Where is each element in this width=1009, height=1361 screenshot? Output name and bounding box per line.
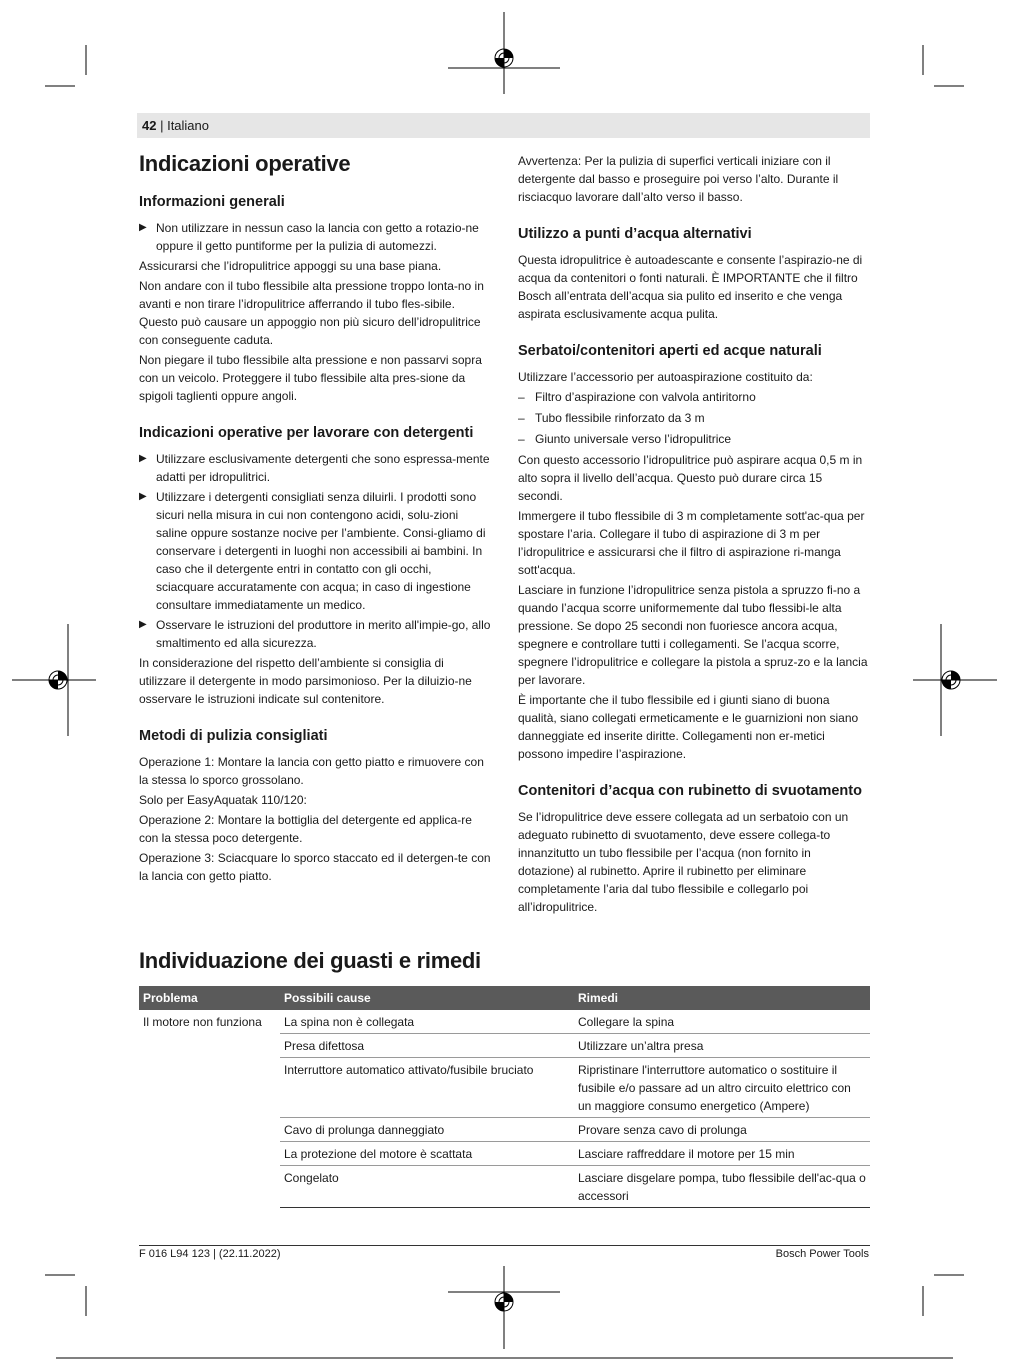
footer-doc-id: F 016 L94 123 | (22.11.2022) [139, 1248, 281, 1260]
footer-divider [139, 1245, 870, 1246]
column-header-problem: Problema [139, 986, 280, 1010]
general-paragraph-2: Non andare con il tubo flessibile alta pressione troppo lonta-no in avanti e non tirare l’idropulitrice afferrando il tubo fles-sibile. Questo può causare un appoggio non più sicuro dell’idropulitrice con conseguente caduta. [139, 279, 484, 347]
general-paragraph-1: Assicurarsi che l’idropulitrice appoggi su una base piana. [139, 259, 442, 273]
tap-paragraph: Se l’idropulitrice deve essere collegata ad un serbatoio con un adeguato rubinetto di svuotamento, deve essere collega-to innanzitutto un tubo flessibile per l’acqua (non fornito in dotazione) al rubinetto. Aprire il rubinetto per eliminare completamente l’aria dal tubo flessibile e collegarlo poi all’idropulitrice. [518, 810, 849, 914]
table-row [139, 1010, 870, 1034]
tanks-dash-1: – Filtro d’aspirazione con valvola antiritorno [518, 388, 870, 406]
tanks-paragraph-4: È importante che il tubo flessibile ed i giunti siano di buona qualità, siano collegati ermeticamente e le guarnizioni non siano danneggiate ed inserite diritte. Collegamenti non er-metici possono impedire l’aspirazione. [518, 693, 859, 761]
remedy-cell: Lasciare raffreddare il motore per 15 min [574, 1142, 870, 1166]
tanks-paragraph-2: Immergere il tubo flessibile di 3 m completamente sott'ac-qua per spostare l’aria. Collegare il tubo di aspirazione di 3 m per l’idropulitrice e assicurarsi che il filtro di aspirazione ri-manga sott'acqua. [518, 509, 865, 577]
general-bullet-1: ▶ Non utilizzare in nessun caso la lancia con getto a rotazio-ne oppure il getto puntiforme per la pulizia di automezzi. [139, 219, 491, 255]
cause-cell: Presa difettosa [280, 1034, 574, 1058]
methods-paragraph-3: Operazione 2: Montare la bottiglia del detergente ed applica-re con la stessa poco detergente. [139, 813, 472, 845]
heading-alternative-water: Utilizzo a punti d’acqua alternativi [518, 226, 752, 242]
column-header-causes: Possibili cause [280, 986, 574, 1010]
tanks-paragraph-1: Con questo accessorio l’idropulitrice può aspirare acqua 0,5 m in alto sopra il livello dell’acqua. Questo può durare circa 15 secondi. [518, 453, 863, 503]
cause-cell: Congelato [280, 1166, 574, 1208]
troubleshooting-table [139, 986, 870, 1208]
page-number: 42 [142, 118, 157, 133]
methods-paragraph-1: Operazione 1: Montare la lancia con getto piatto e rimuovere con la stessa lo sporco grossolano. [139, 755, 484, 787]
alt-water-paragraph: Questa idropulitrice è autoadescante e consente l’aspirazio-ne di acqua da contenitori o fonti naturali. È IMPORTANTE che il filtro Bosch all’entrata dell’acqua sia pulito ed inserito e che venga aspirata esclusivamente acqua pulita. [518, 253, 863, 321]
section-title-troubleshooting: Individuazione dei guasti e rimedi [139, 948, 481, 973]
page-header: 42 | Italiano [137, 113, 870, 138]
language-label: Italiano [167, 118, 209, 133]
left-column [139, 150, 491, 887]
right-column [518, 152, 870, 918]
detergents-paragraph-1: In considerazione del rispetto dell’ambiente si consiglia di utilizzare il detergente in modo parsimonioso. Per la diluizio-ne osservare le istruzioni indicate sul contenitore. [139, 656, 472, 706]
tanks-intro: Utilizzare l’accessorio per autoaspirazione costituito da: [518, 370, 813, 384]
cause-cell: Interruttore automatico attivato/fusibile bruciato [280, 1058, 574, 1118]
detergents-bullet-3: ▶ Osservare le istruzioni del produttore in merito all'impie-go, allo smaltimento ed alla sicurezza. [139, 616, 491, 652]
methods-paragraph-4: Operazione 3: Sciacquare lo sporco staccato ed il detergen-te con la lancia con getto piatto. [139, 851, 491, 883]
heading-detergents: Indicazioni operative per lavorare con detergenti [139, 425, 474, 441]
tanks-dash-2: – Tubo flessibile rinforzato da 3 m [518, 409, 870, 427]
cause-cell: Cavo di prolunga danneggiato [280, 1118, 574, 1142]
cause-cell: La spina non è collegata [280, 1010, 574, 1034]
remedy-cell: Ripristinare l'interruttore automatico o sostituire il fusibile e/o passare ad un altro circuito elettrico con un maggiore consumo energetico (Ampere) [574, 1058, 870, 1118]
problem-cell: Il motore non funziona [143, 1015, 262, 1029]
general-paragraph-3: Non piegare il tubo flessibile alta pressione e non passarvi sopra con un veicolo. Proteggere il tubo flessibile alta pres-sione da spigoli taglienti oppure angoli. [139, 353, 482, 403]
cause-cell: La protezione del motore è scattata [280, 1142, 574, 1166]
column-header-remedies: Rimedi [574, 986, 870, 1010]
remedy-cell: Utilizzare un’altra presa [574, 1034, 870, 1058]
table-header-row [139, 986, 870, 1010]
methods-paragraph-2: Solo per EasyAquatak 110/120: [139, 793, 307, 807]
heading-cleaning-methods: Metodi di pulizia consigliati [139, 728, 328, 744]
remedy-cell: Provare senza cavo di prolunga [574, 1118, 870, 1142]
heading-tap-containers: Contenitori d’acqua con rubinetto di svuotamento [518, 783, 862, 799]
warning-paragraph: Avvertenza: Per la pulizia di superfici verticali iniziare con il detergente dal basso e proseguire poi verso l’alto. Durante il risciacquo lavorare dall’alto verso il basso. [518, 154, 839, 204]
tanks-dash-3: – Giunto universale verso l’idropulitrice [518, 430, 870, 448]
remedy-cell: Lasciare disgelare pompa, tubo flessibile dell'ac-qua o accessori [574, 1166, 870, 1208]
section-title-operative: Indicazioni operative [139, 151, 351, 176]
heading-general-info: Informazioni generali [139, 194, 285, 210]
remedy-cell: Collegare la spina [574, 1010, 870, 1034]
detergents-bullet-1: ▶ Utilizzare esclusivamente detergenti che sono espressa-mente adatti per idropulitrici. [139, 450, 491, 486]
tanks-paragraph-3: Lasciare in funzione l’idropulitrice senza pistola a spruzzo fi-no a quando l’acqua scorre uniformemente dal tubo flessibi-le alta pressione. Se dopo 25 secondi non fuoriesce ancora acqua, spegnere e controllare tutti i collegamenti. Se l’acqua scorre, spegnere l’idropulitrice e collegare la pistola a spruz-zo e la lancia per lavorare. [518, 583, 868, 687]
heading-open-tanks: Serbatoi/contenitori aperti ed acque naturali [518, 343, 822, 359]
footer-brand: Bosch Power Tools [775, 1248, 869, 1260]
detergents-bullet-2: ▶ Utilizzare i detergenti consigliati senza diluirli. I prodotti sono sicuri nella misura in cui non contengono acidi, solu-zioni saline oppure sostanze nocive per l’ambiente. Consi-gliamo di conservare i detergenti in luoghi non accessibili ai bambini. In caso che il detergente entri in contatto con gli occhi, sciacquare accuratamente con acqua; in caso di ingestione consultare immediatamente un medico. [139, 488, 491, 614]
